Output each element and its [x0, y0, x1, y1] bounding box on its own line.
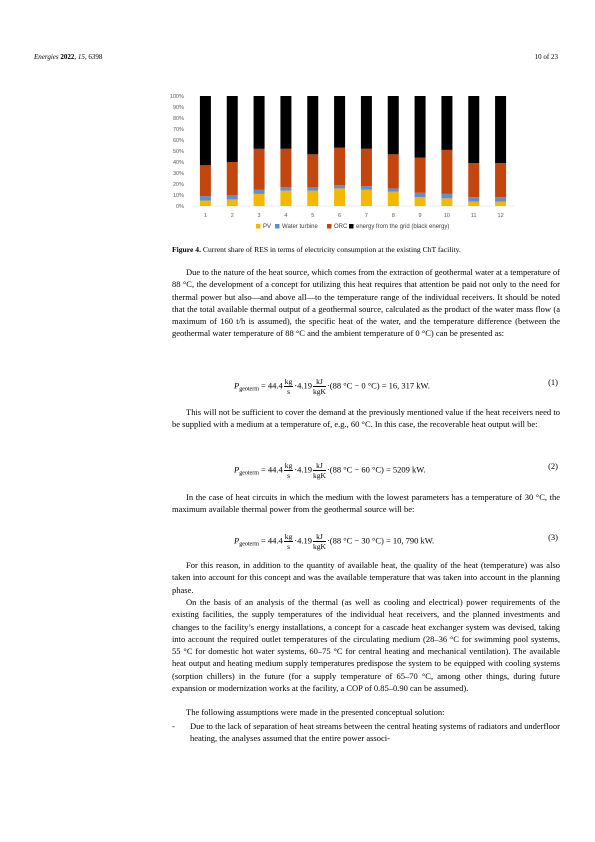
figure-label: Figure 4. [172, 245, 201, 254]
bar-segment-orc [280, 149, 291, 188]
paragraph-3 [172, 491, 560, 516]
bar-segment-water [495, 197, 506, 201]
bar-segment-energy [334, 96, 345, 148]
x-tick-label: 7 [364, 213, 368, 219]
bar-segment-orc [361, 149, 372, 186]
legend-swatch [327, 224, 332, 229]
y-tick-label: 20% [172, 182, 184, 188]
bar-segment-energy [415, 96, 426, 158]
bar-segment-pv [307, 191, 318, 206]
eq2-frac2-bot: kgK [313, 471, 326, 480]
paragraph-2-text: This will not be sufficient to cover the demand at the previously mentioned value if the heat receivers need to be supplied with a medium at a temperature of, e.g., 60 °C. In this case, the recoverable heat output will be: [172, 407, 560, 430]
paragraph-6-text: The following assumptions were made in the presented conceptual solution: [186, 707, 445, 717]
bar-segment-energy [388, 96, 399, 154]
legend-swatch [349, 224, 354, 229]
page-number: 10 of 23 [534, 53, 558, 61]
eq2-mid: = 44.4 [261, 464, 283, 475]
eq3-lhs: P [234, 535, 240, 546]
x-tick-label: 10 [443, 213, 450, 219]
legend-label: PV [263, 224, 272, 230]
bar-segment-water [307, 187, 318, 190]
bar-segment-orc [254, 149, 265, 190]
bar-segment-water [441, 194, 452, 198]
eq1-mult: ·4.19 [294, 380, 313, 391]
bar-segment-pv [227, 199, 238, 206]
eq2-sub: geoterm [239, 470, 259, 477]
journal-year: 2022 [60, 53, 75, 61]
bar-segment-orc [307, 154, 318, 187]
x-tick-label: 5 [311, 213, 315, 219]
equation-2 [172, 454, 560, 480]
x-tick-label: 12 [497, 213, 504, 219]
list-item: Due to the lack of separation of heat streams between the central heating systems of radiators and underfloor heating, the analyses assumed that the entire power associ- [190, 721, 560, 744]
equation-2-expression [234, 461, 426, 480]
eq2-frac1-bot: s [287, 471, 290, 480]
figure-caption-text: Current share of RES in terms of electricity consumption at the existing ChT facility. [202, 245, 461, 254]
running-header: Energies 2022, 15, 6398 [34, 53, 103, 61]
bar-segment-orc [334, 148, 345, 185]
bar-segment-orc [441, 150, 452, 194]
bar-segment-energy [307, 96, 318, 154]
x-tick-label: 9 [418, 213, 422, 219]
bar-segment-water [280, 187, 291, 190]
y-tick-label: 80% [172, 116, 184, 122]
paragraph-2 [172, 406, 560, 431]
eq1-frac2-bot: kgK [313, 387, 326, 396]
eq1-sub: geoterm [239, 386, 259, 393]
eq2-mult: ·4.19 [294, 464, 313, 475]
x-tick-label: 6 [338, 213, 342, 219]
y-tick-label: 100% [169, 94, 184, 100]
bar-segment-orc [388, 154, 399, 188]
eq2-lhs: P [234, 464, 240, 475]
equation-1-number: (1) [548, 377, 558, 387]
bar-segment-orc [415, 158, 426, 193]
equation-3-expression [234, 532, 434, 551]
paragraph-1 [172, 266, 560, 340]
x-tick-label: 2 [230, 213, 234, 219]
bar-segment-pv [441, 198, 452, 206]
equation-3-number: (3) [548, 532, 558, 542]
bar-segment-pv [495, 202, 506, 206]
journal-volume: 15 [77, 53, 85, 61]
eq2-frac2-top: kJ [313, 461, 326, 471]
bar-segment-orc [200, 165, 211, 196]
paragraph-3-text: In the case of heat circuits in which the medium with the lowest parameters has a temperature of 30 °C, the maximum available thermal power from the geothermal source will be: [172, 492, 560, 515]
bar-segment-pv [388, 192, 399, 206]
bar-segment-pv [280, 191, 291, 206]
bar-segment-water [361, 186, 372, 189]
eq3-frac1-bot: s [287, 542, 290, 551]
bar-segment-water [334, 185, 345, 188]
eq1-frac1-top: kg [284, 377, 293, 386]
figure-4-chart [164, 88, 524, 238]
bar-segment-pv [254, 194, 265, 206]
legend-label: energy from the grid (black energy) [356, 224, 450, 230]
bar-segment-energy [280, 96, 291, 149]
stacked-bar-chart [164, 88, 524, 238]
bar-segment-orc [468, 163, 479, 197]
y-tick-label: 30% [172, 171, 184, 177]
eq2-frac1-top: kg [284, 461, 293, 470]
bar-segment-water [468, 197, 479, 201]
eq1-mid: = 44.4 [261, 380, 283, 391]
eq1-frac1-bot: s [287, 387, 290, 396]
y-tick-label: 90% [172, 105, 184, 111]
y-tick-label: 10% [172, 193, 184, 199]
paragraph-5 [172, 596, 560, 694]
y-tick-label: 70% [172, 127, 184, 133]
x-tick-label: 8 [391, 213, 395, 219]
equation-1-expression [234, 377, 430, 396]
eq1-frac2-top: kJ [313, 377, 326, 387]
assumption-list [172, 720, 560, 745]
list-bullet: - [172, 721, 175, 731]
eq3-mult: ·4.19 [294, 535, 313, 546]
bar-segment-pv [468, 202, 479, 206]
bar-segment-water [415, 193, 426, 197]
bar-segment-energy [200, 96, 211, 165]
equation-2-number: (2) [548, 461, 558, 471]
legend-swatch [275, 224, 280, 229]
paragraph-4 [172, 559, 560, 596]
eq3-sub: geoterm [239, 541, 259, 548]
journal-name: Energies [34, 53, 59, 61]
y-tick-label: 50% [172, 149, 184, 155]
bar-segment-water [227, 195, 238, 199]
y-tick-label: 40% [172, 160, 184, 166]
bar-segment-energy [495, 96, 506, 163]
equation-1 [172, 370, 560, 396]
bar-segment-pv [334, 188, 345, 206]
article-number: 6398 [88, 53, 103, 61]
bar-segment-pv [415, 197, 426, 206]
paragraph-5-text: On the basis of an analysis of the thermal (as well as cooling and electrical) power requirements of the existing facilities, the supply temperatures of the individual heat receivers, and the planned investments and changes to the facility’s energy installations, a concept for a cascade heat exchanger system was devised, taking into account the required outlet temperatures of the circulating medium (28–36 °C for swimming pool systems, 55 °C for domestic hot water systems, 60–75 °C for central heating and mechanical ventilation). The available heat output and heating medium supply temperatures predispose the system to be equipped with cooling systems (sorption chillers) in the future (for a supply temperature of 65–70 °C, among other things, during future expansion or modernization works at the facility, a COP of 0.85–0.90 can be assumed). [172, 597, 560, 694]
x-tick-label: 4 [284, 213, 288, 219]
bar-segment-pv [200, 201, 211, 207]
paragraph-1-text: Due to the nature of the heat source, which comes from the extraction of geothermal water at a temperature of 88 °C, the development of a concept for utilizing this heat requires that attention be paid not only to the need for thermal power but also—and above all—to the temperature range of the individual receivers. It should be noted that the total available thermal output of a geothermal source, calculated as the product of the water mass flow (a maximum of 160 t/h is assumed), the specific heat of the water, and the temperature difference (between the geothermal water temperature of 88 °C and the ambient temperature of 0 °C) can be presented as: [172, 267, 560, 339]
legend-label: ORC [334, 224, 348, 230]
bar-segment-orc [495, 163, 506, 197]
paragraph-4-text: For this reason, in addition to the quantity of available heat, the quality of the heat (temperature) was also taken into account for this concept and was the available temperature that was taken into account in the planning phase. [172, 560, 560, 595]
eq1-rhs: ·(88 °C − 0 °C) = 16, 317 kW. [326, 380, 430, 391]
x-tick-label: 3 [257, 213, 261, 219]
equation-3 [172, 525, 560, 551]
bar-segment-energy [441, 96, 452, 150]
figure-caption [172, 245, 562, 254]
eq3-mid: = 44.4 [261, 535, 283, 546]
bar-segment-water [200, 196, 211, 200]
x-tick-label: 1 [203, 213, 207, 219]
bar-segment-water [254, 190, 265, 194]
eq1-lhs: P [234, 380, 240, 391]
bar-segment-energy [254, 96, 265, 149]
x-tick-label: 11 [470, 213, 477, 219]
bar-segment-water [388, 188, 399, 191]
legend-swatch [256, 224, 261, 229]
bar-segment-energy [361, 96, 372, 149]
bar-segment-energy [468, 96, 479, 163]
bar-segment-pv [361, 190, 372, 207]
eq3-frac2-top: kJ [313, 532, 326, 542]
eq3-frac2-bot: kgK [313, 542, 326, 551]
eq3-frac1-top: kg [284, 532, 293, 541]
y-tick-label: 60% [172, 138, 184, 144]
y-tick-label: 0% [176, 204, 184, 210]
legend-label: Water turbine [282, 224, 318, 230]
eq3-rhs: ·(88 °C − 30 °C) = 10, 790 kW. [326, 535, 435, 546]
eq2-rhs: ·(88 °C − 60 °C) = 5209 kW. [326, 464, 426, 475]
paragraph-6 [172, 706, 560, 718]
bar-segment-energy [227, 96, 238, 162]
bar-segment-orc [227, 162, 238, 195]
